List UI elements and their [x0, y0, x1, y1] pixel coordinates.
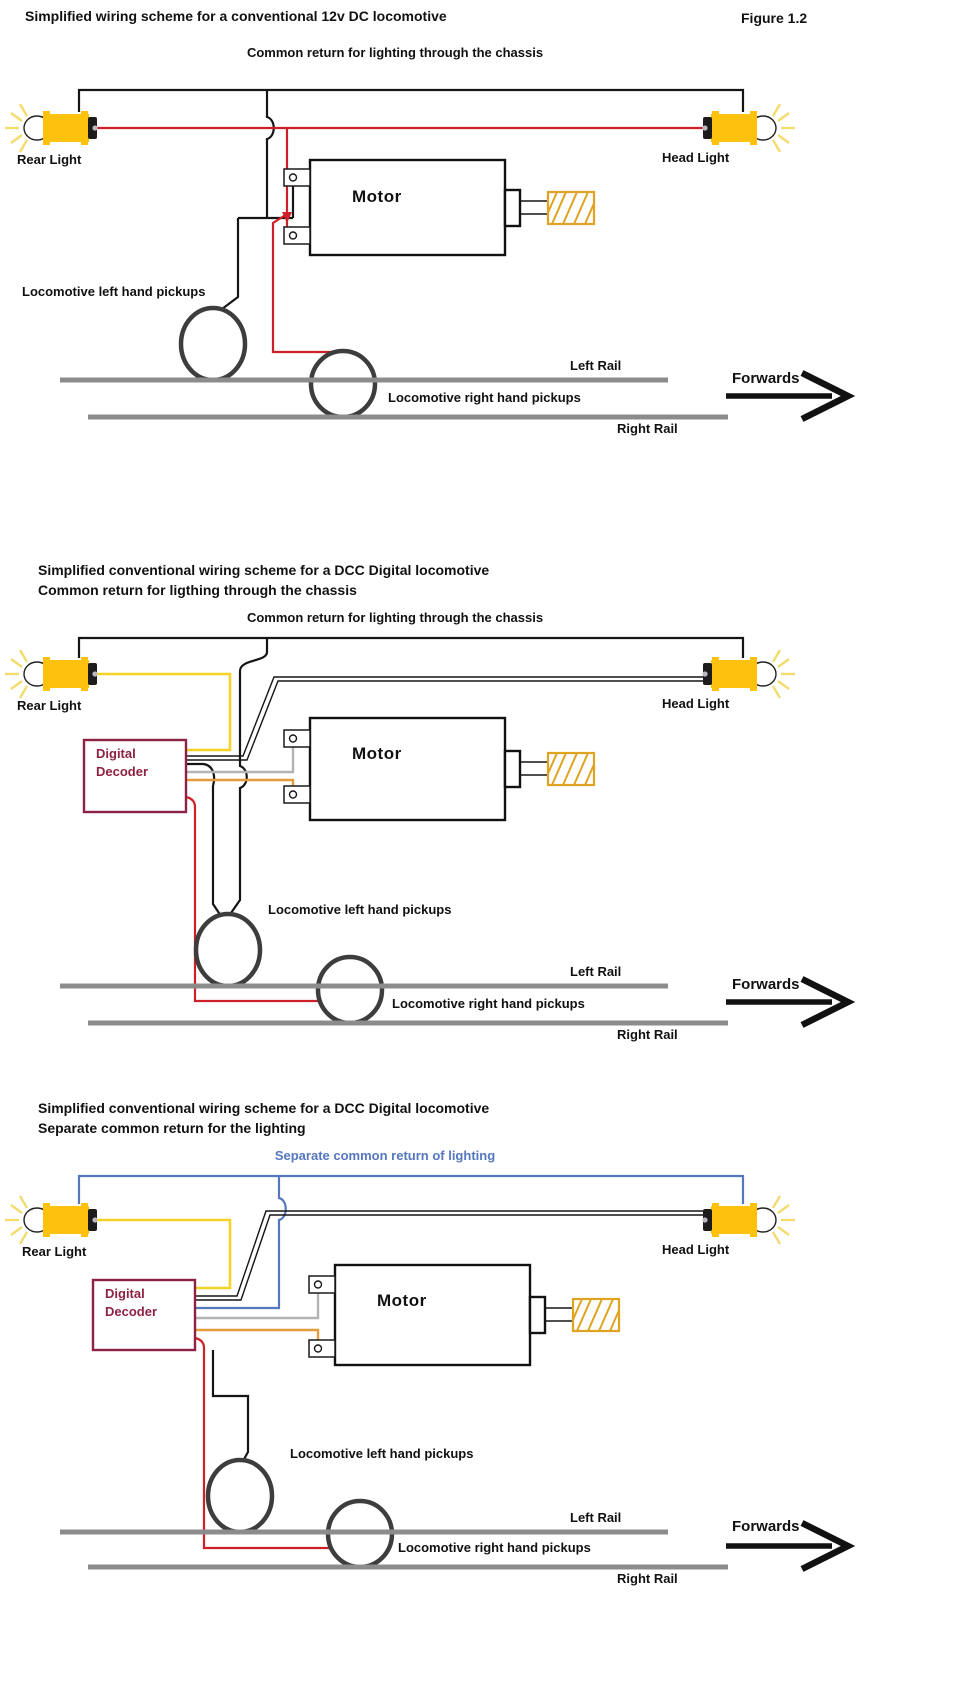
d2-chassis-drop-wire [231, 638, 267, 913]
d3-worm-gear [573, 1299, 619, 1331]
d2-left-pickups-label: Locomotive left hand pickups [268, 902, 452, 917]
d2-title-line1: Simplified conventional wiring scheme for a DCC Digital locomotive [38, 562, 490, 578]
d3-rear-light-label: Rear Light [22, 1244, 87, 1259]
d3-blue-return-wire [79, 1176, 743, 1204]
d2-decoder-label-line2: Decoder [96, 764, 149, 779]
d2-motor-terminal-bottom [284, 786, 310, 803]
figure-label: Figure 1.2 [741, 10, 808, 26]
d1-head-bulb [702, 104, 795, 152]
d1-head-light-label: Head Light [662, 150, 730, 165]
d1-worm-gear [548, 192, 594, 224]
d3-separate-return-label: Separate common return of lighting [274, 1148, 496, 1163]
d3-title-line2: Separate common return for the lighting [38, 1120, 306, 1136]
d1-rear-bulb [5, 104, 98, 152]
d1-motor-label: Motor [352, 187, 402, 206]
d3-forwards-label: Forwards [732, 1518, 800, 1535]
d2-left-wheel [196, 914, 260, 986]
d3-motor-shaft-block [530, 1297, 545, 1333]
d2-motor-box [310, 718, 505, 820]
d1-motor-box [310, 160, 505, 255]
d3-right-rail-label: Right Rail [617, 1571, 678, 1586]
diagram1 [5, 90, 848, 419]
d2-forwards-label: Forwards [732, 976, 800, 993]
d1-motor-shaft-block [505, 190, 520, 226]
d2-decoder-label-line1: Digital [96, 746, 136, 761]
d3-motor-label: Motor [377, 1291, 427, 1310]
d1-forwards-label: Forwards [732, 370, 800, 387]
d2-shaft-lines [520, 762, 548, 775]
d3-head-light-label: Head Light [662, 1242, 730, 1257]
d1-left-wheel [181, 308, 245, 380]
d2-head-bulb [702, 650, 795, 698]
d1-right-wheel [311, 351, 375, 417]
d1-right-rail-label: Right Rail [617, 421, 678, 436]
d3-motor-terminal-bottom [309, 1340, 335, 1357]
d1-chassis-drop-wire [267, 90, 274, 218]
d3-rear-bulb [5, 1196, 98, 1244]
d2-motor-label: Motor [352, 744, 402, 763]
d3-decoder-label-line1: Digital [105, 1286, 145, 1301]
d2-rear-bulb [5, 650, 98, 698]
d3-right-pickups-label: Locomotive right hand pickups [398, 1540, 591, 1555]
d3-title-line1: Simplified conventional wiring scheme for a DCC Digital locomotive [38, 1100, 490, 1116]
d1-motor-terminal-bottom [284, 227, 310, 244]
d3-yellow-rearlight-wire [97, 1220, 230, 1288]
d3-shaft-lines [545, 1308, 573, 1321]
d3-gray-motor-wire [195, 1288, 318, 1318]
d1-right-pickups-label: Locomotive right hand pickups [388, 390, 581, 405]
d3-motor-terminal-top [309, 1276, 335, 1293]
d3-decoder-black-wire [213, 1350, 248, 1461]
d1-shaft-lines [520, 201, 548, 214]
d3-left-rail-label: Left Rail [570, 1510, 622, 1525]
diagram3 [5, 1176, 848, 1569]
d2-motor-terminal-top [284, 730, 310, 747]
d2-head-light-label: Head Light [662, 696, 730, 711]
d1-left-rail-label: Left Rail [570, 358, 622, 373]
d1-common-return-wire [79, 90, 743, 112]
d3-orange-motor-wire [195, 1330, 318, 1345]
d3-decoder-label-line2: Decoder [105, 1304, 158, 1319]
d2-right-pickups-label: Locomotive right hand pickups [392, 996, 585, 1011]
d1-motor-terminal-top [284, 169, 310, 186]
d2-motor-shaft-block [505, 751, 520, 787]
d2-rear-light-label: Rear Light [17, 698, 82, 713]
d1-motor-return-wire [222, 181, 293, 309]
d2-decoder-black-wire [186, 764, 221, 916]
d2-common-return-wire [79, 638, 743, 658]
d3-left-wheel [208, 1460, 272, 1532]
d1-title: Simplified wiring scheme for a conventional 12v DC locomotive [25, 8, 447, 24]
d2-right-wheel [318, 957, 382, 1023]
d2-title-line2: Common return for ligthing through the chassis [38, 582, 357, 598]
d2-left-rail-label: Left Rail [570, 964, 622, 979]
d1-rear-light-label: Rear Light [17, 152, 82, 167]
d3-left-pickups-label: Locomotive left hand pickups [290, 1446, 474, 1461]
d2-worm-gear [548, 753, 594, 785]
d1-common-return-label: Common return for lighting through the chassis [246, 45, 544, 60]
d2-right-rail-label: Right Rail [617, 1027, 678, 1042]
d3-motor-box [335, 1265, 530, 1365]
d1-left-pickups-label: Locomotive left hand pickups [22, 284, 206, 299]
d2-common-return-label: Common return for lighting through the chassis [246, 610, 544, 625]
d2-yellow-rearlight-wire [97, 674, 230, 750]
d3-head-bulb [702, 1196, 795, 1244]
